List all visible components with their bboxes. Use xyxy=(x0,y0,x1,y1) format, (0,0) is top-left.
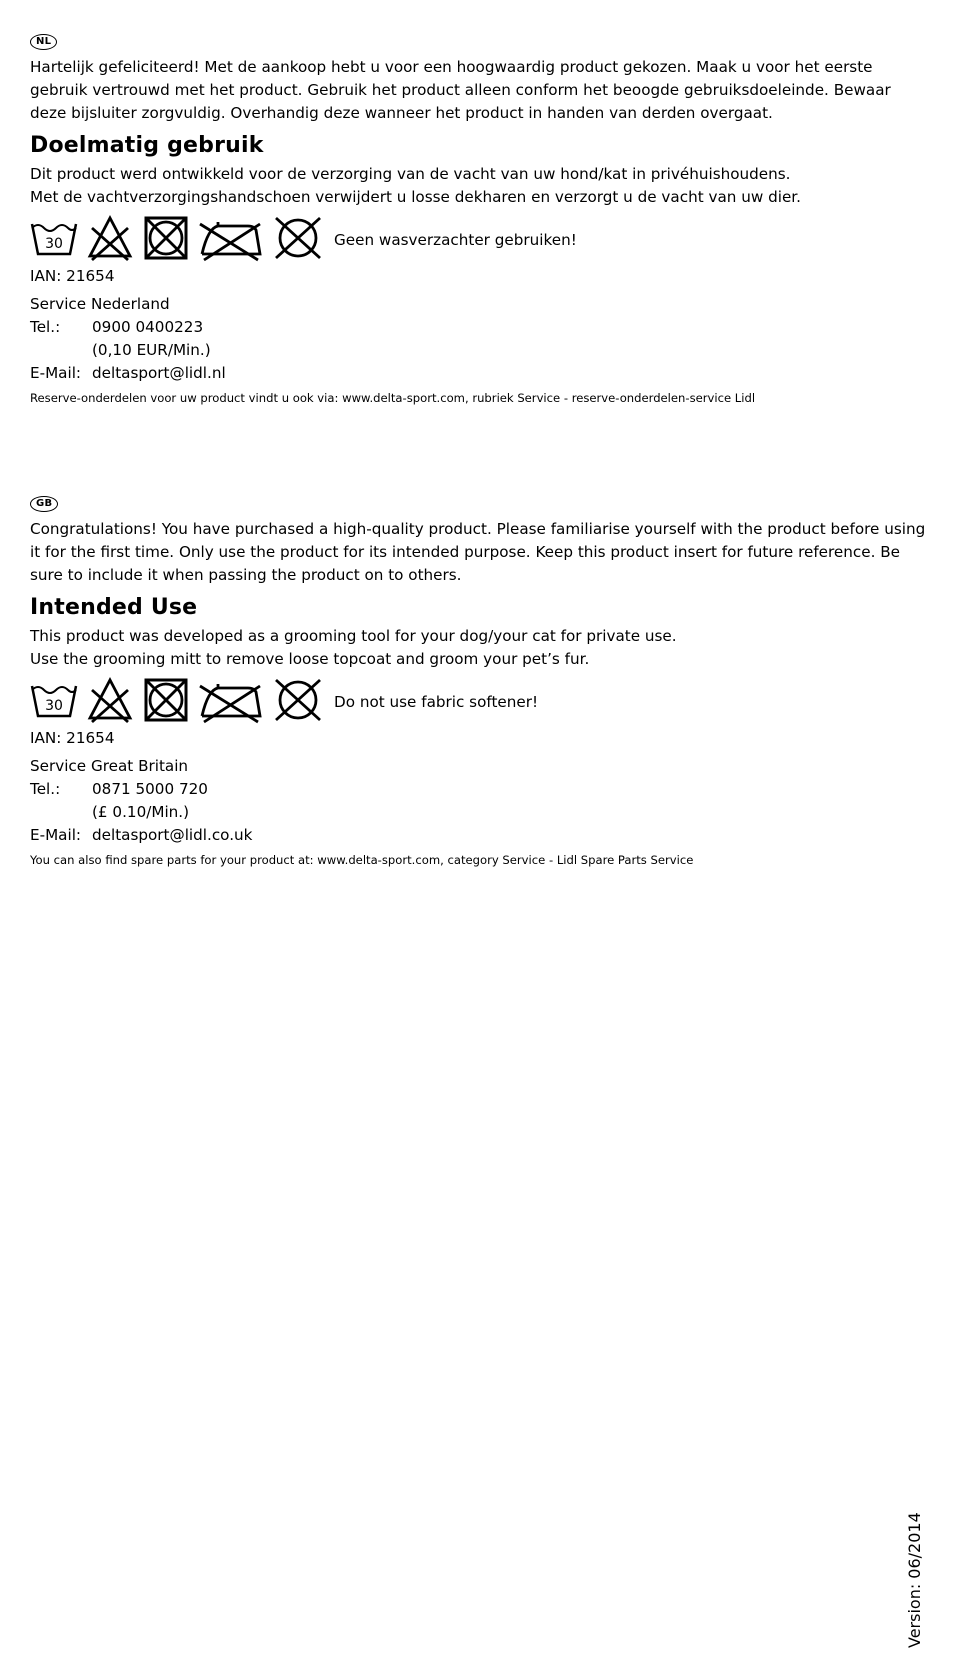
no-iron-icon xyxy=(198,676,264,724)
intro-text: Hartelijk gefeliciteerd! Met de aankoop hebt u voor een hoogwaardig product gekozen. Maak u voor het eerste gebruik vertrouwd met het product. Gebruik het product alleen conform het beoogde gebruiksdoeleinde. Bewaar deze bijsluiter zorgvuldig. Overhandig deze wanneer het product in handen van derden overgaat. xyxy=(30,58,891,122)
language-badge-nl: NL xyxy=(30,34,57,50)
section-heading: Intended Use xyxy=(30,595,198,620)
softener-note: Geen wasverzachter gebruiken! xyxy=(334,231,577,249)
intended-use-text xyxy=(30,625,930,671)
tel-rate: (£ 0.10/Min.) xyxy=(92,803,190,821)
tel-label: Tel.: xyxy=(30,318,61,336)
no-tumble-dry-icon xyxy=(142,214,190,262)
section-nl xyxy=(30,29,930,407)
care-symbols xyxy=(30,211,930,265)
no-dry-clean-icon xyxy=(272,214,324,262)
ian-number: IAN: 21654 xyxy=(30,267,115,285)
wash-temp-label: 30 xyxy=(45,698,63,714)
no-bleach-icon xyxy=(86,214,134,262)
spare-parts-note: Reserve-onderdelen voor uw product vindt u ook via: www.delta-sport.com, rubriek Service - reserve-onderdelen-service Lidl xyxy=(30,391,756,405)
tel-rate: (0,10 EUR/Min.) xyxy=(92,341,211,359)
wash-30-icon xyxy=(30,218,78,258)
language-badge-gb: GB xyxy=(30,496,58,512)
use-line-2: Use the grooming mitt to remove loose topcoat and groom your pet’s fur. xyxy=(30,650,590,668)
tel-number[interactable]: 0871 5000 720 xyxy=(92,780,208,798)
tel-label: Tel.: xyxy=(30,780,61,798)
use-line-1: Dit product werd ontwikkeld voor de verzorging van de vacht van uw hond/kat in privéhuishoudens. xyxy=(30,165,791,183)
contact-block xyxy=(30,316,930,385)
care-symbols xyxy=(30,673,930,727)
ian-number: IAN: 21654 xyxy=(30,729,115,747)
spare-parts-note: You can also find spare parts for your product at: www.delta-sport.com, category Service - Lidl Spare Parts Service xyxy=(30,853,694,867)
tel-number[interactable]: 0900 0400223 xyxy=(92,318,204,336)
section-heading: Doelmatig gebruik xyxy=(30,133,264,158)
email-label: E-Mail: xyxy=(30,826,82,844)
no-iron-icon xyxy=(198,214,264,262)
version-label: Version: 06/2014 xyxy=(905,1512,924,1648)
use-line-2: Met de vachtverzorgingshandschoen verwijdert u losse dekharen en verzorgt u de vacht van uw dier. xyxy=(30,188,801,206)
wash-temp-label: 30 xyxy=(45,236,63,252)
contact-block xyxy=(30,778,930,847)
intended-use-text xyxy=(30,163,930,209)
service-title: Service Nederland xyxy=(30,295,170,313)
use-line-1: This product was developed as a grooming tool for your dog/your cat for private use. xyxy=(30,627,677,645)
service-title: Service Great Britain xyxy=(30,757,189,775)
section-gb xyxy=(30,491,930,869)
email-link[interactable]: deltasport@lidl.co.uk xyxy=(92,826,253,844)
no-dry-clean-icon xyxy=(272,676,324,724)
no-bleach-icon xyxy=(86,676,134,724)
email-label: E-Mail: xyxy=(30,364,82,382)
intro-text: Congratulations! You have purchased a high-quality product. Please familiarise yourself with the product before using it for the first time. Only use the product for its intended purpose. Keep this product insert for future reference. Be sure to include it when passing the product on to others. xyxy=(30,520,926,584)
softener-note: Do not use fabric softener! xyxy=(334,693,539,711)
no-tumble-dry-icon xyxy=(142,676,190,724)
email-link[interactable]: deltasport@lidl.nl xyxy=(92,364,226,382)
wash-30-icon xyxy=(30,680,78,720)
